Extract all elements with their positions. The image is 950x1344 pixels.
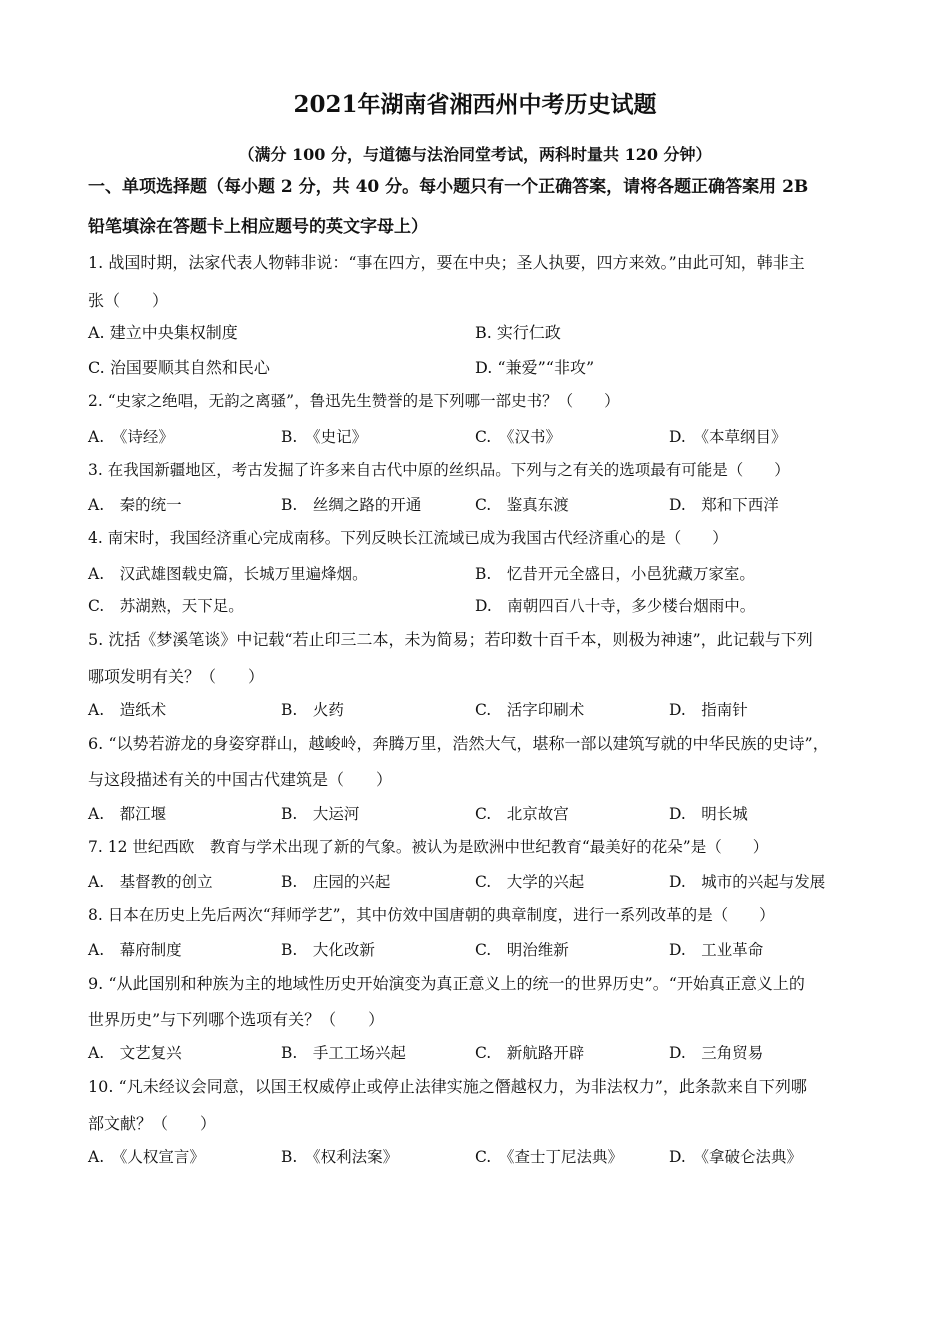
question-6-stem-line2: 与这段描述有关的中国古代建筑是（ ）: [88, 770, 393, 789]
question-7-option-a: A. 基督教的创立: [88, 873, 213, 891]
question-7-option-d: D. 城市的兴起与发展: [669, 873, 826, 891]
question-8-stem: 8. 日本在历史上先后两次“拜师学艺”，其中仿效中国唐朝的典章制度，进行一系列改革的是（ ）: [88, 906, 775, 924]
question-5-option-d: D. 指南针: [669, 701, 748, 719]
question-7-option-b: B. 庄园的兴起: [281, 873, 391, 891]
question-8-option-c: C. 明治维新: [475, 941, 569, 959]
section-heading-line1: 一、单项选择题（每小题 2 分，共 40 分。每小题只有一个正确答案，请将各题正确答案用 2B: [88, 177, 809, 197]
question-7-option-c: C. 大学的兴起: [475, 873, 585, 891]
question-5-option-c: C. 活字印刷术: [475, 701, 585, 719]
question-7-stem: 7. 12 世纪西欧 教育与学术出现了新的气象。被认为是欧洲中世纪教育“最美好的花朵”是（ ）: [88, 838, 769, 856]
page-title: 2021年湖南省湘西州中考历史试题: [293, 91, 657, 118]
question-1-stem-line1: 1. 战国时期，法家代表人物韩非说：“事在四方，要在中央；圣人执要，四方来效。”由此可知，韩非主: [88, 253, 805, 272]
question-1-option-c: C. 治国要顺其自然和民心: [88, 358, 270, 377]
question-6-option-a: A. 都江堰: [88, 805, 167, 823]
question-4-option-c: C. 苏湖熟，天下足。: [88, 597, 244, 615]
question-10-option-a: A. 《人权宣言》: [88, 1148, 205, 1166]
question-4-option-d: D. 南朝四百八十寺，多少楼台烟雨中。: [475, 597, 756, 615]
exam-subtitle: （满分 100 分，与道德与法治同堂考试，两科时量共 120 分钟）: [238, 145, 712, 164]
question-1-option-a: A. 建立中央集权制度: [88, 323, 238, 342]
question-10-stem-line1: 10. “凡未经议会同意，以国王权威停止或停止法律实施之僭越权力，为非法权力”，此条款来自下列哪: [88, 1077, 807, 1096]
question-2-option-d: D. 《本草纲目》: [669, 428, 787, 446]
question-6-stem-line1: 6. “以势若游龙的身姿穿群山，越峻岭，奔腾万里，浩然大气，堪称一部以建筑写就的中华民族的史诗”，: [88, 734, 829, 753]
question-9-option-c: C. 新航路开辟: [475, 1044, 585, 1062]
question-5-option-a: A. 造纸术: [88, 701, 167, 719]
question-9-option-a: A. 文艺复兴: [88, 1044, 182, 1062]
question-3-option-b: B. 丝绸之路的开通: [281, 496, 422, 514]
question-4-stem: 4. 南宋时，我国经济重心完成南移。下列反映长江流域已成为我国古代经济重心的是（ ）: [88, 529, 728, 547]
question-9-stem-line1: 9. “从此国别和种族为主的地域性历史开始演变为真正意义上的统一的世界历史”。“开始真正意义上的: [88, 974, 805, 993]
section-heading-line2: 铅笔填涂在答题卡上相应题号的英文字母上）: [88, 217, 428, 237]
question-9-option-b: B. 手工工场兴起: [281, 1044, 406, 1062]
question-1-option-d: D. “兼爱”“非攻”: [475, 358, 595, 377]
question-10-option-d: D. 《拿破仑法典》: [669, 1148, 803, 1166]
question-1-option-b: B. 实行仁政: [475, 323, 561, 342]
question-2-stem: 2. “史家之绝唱，无韵之离骚”，鲁迅先生赞誉的是下列哪一部史书？（ ）: [88, 392, 620, 410]
question-10-option-c: C. 《查士丁尼法典》: [475, 1148, 623, 1166]
question-8-option-d: D. 工业革命: [669, 941, 764, 959]
question-8-option-a: A. 幕府制度: [88, 941, 182, 959]
question-4-option-b: B. 忆昔开元全盛日，小邑犹藏万家室。: [475, 565, 755, 583]
question-6-option-d: D. 明长城: [669, 805, 748, 823]
question-9-option-d: D. 三角贸易: [669, 1044, 764, 1062]
question-3-stem: 3. 在我国新疆地区，考古发掘了许多来自古代中原的丝织品。下列与之有关的选项最有可能是（ ）: [88, 461, 790, 479]
question-3-option-a: A. 秦的统一: [88, 496, 182, 514]
question-8-option-b: B. 大化改新: [281, 941, 375, 959]
question-5-option-b: B. 火药: [281, 701, 344, 719]
question-5-stem-line1: 5. 沈括《梦溪笔谈》中记载“若止印三二本，未为简易；若印数十百千本，则极为神速”，此记载与下列: [88, 630, 813, 649]
question-2-option-c: C. 《汉书》: [475, 428, 561, 446]
question-3-option-d: D. 郑和下西洋: [669, 496, 779, 514]
question-6-option-b: B. 大运河: [281, 805, 360, 823]
question-5-stem-line2: 哪项发明有关？（ ）: [88, 667, 265, 686]
question-10-option-b: B. 《权利法案》: [281, 1148, 399, 1166]
question-4-option-a: A. 汉武雄图载史篇，长城万里遍烽烟。: [88, 565, 368, 583]
question-3-option-c: C. 鉴真东渡: [475, 496, 569, 514]
question-6-option-c: C. 北京故宫: [475, 805, 569, 823]
question-2-option-b: B. 《史记》: [281, 428, 368, 446]
question-10-stem-line2: 部文献？（ ）: [88, 1114, 217, 1133]
question-1-stem-line2: 张（ ）: [88, 291, 169, 310]
question-2-option-a: A. 《诗经》: [88, 428, 174, 446]
question-9-stem-line2: 世界历史”与下列哪个选项有关？（ ）: [88, 1010, 385, 1029]
